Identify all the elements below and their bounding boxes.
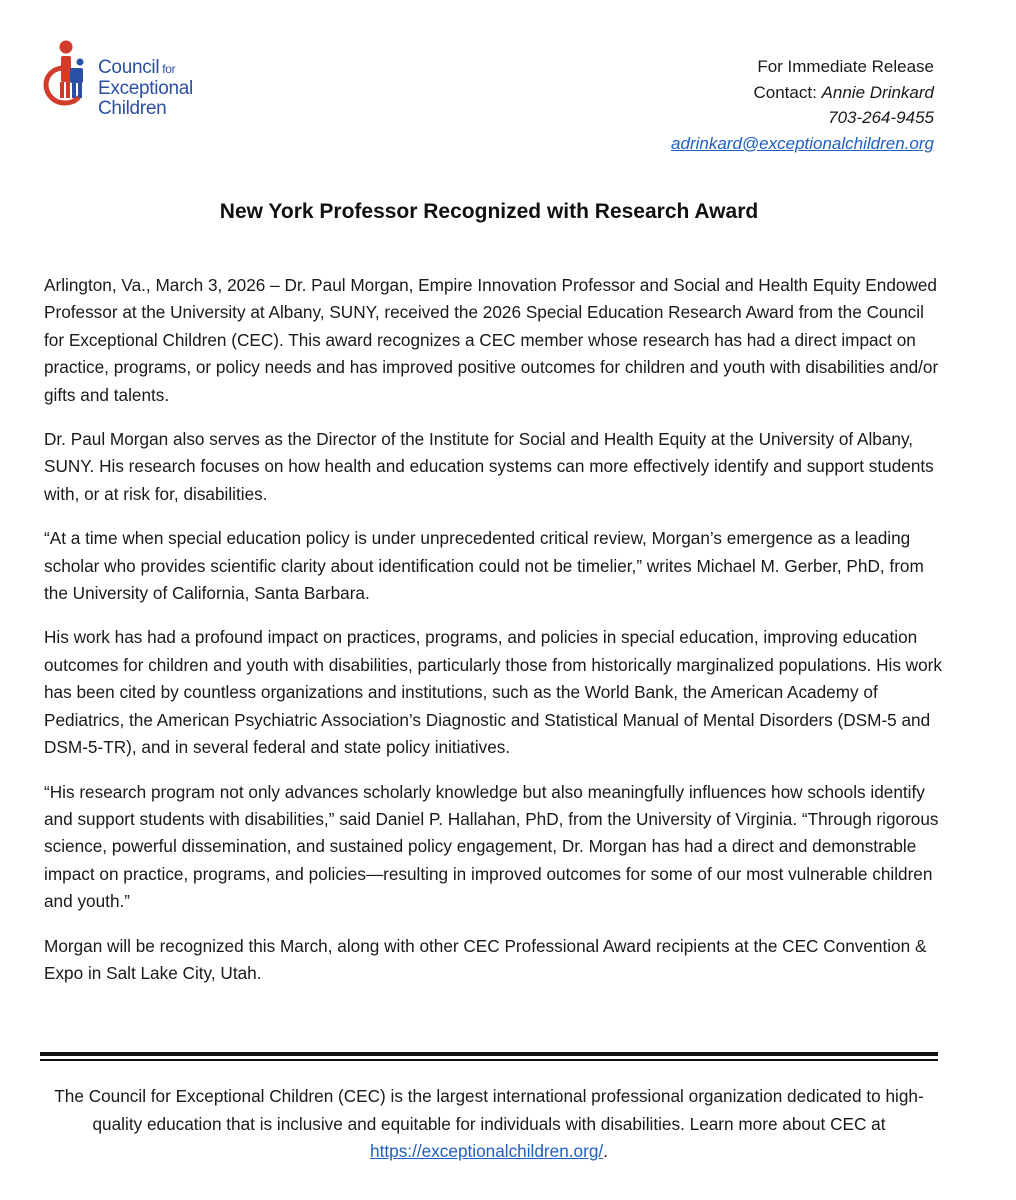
contact-line: Contact: Annie Drinkard [753, 82, 934, 102]
paragraph: “At a time when special education policy is under unprecedented critical review, Morgan’s emergence as a leading scholar who provides scientific clarity about identification could not be timelier,” writes Michael M. Gerber, PhD, from the University of California, Santa Barbara. [44, 528, 924, 604]
contact-phone: 703-264-9455 [828, 108, 934, 127]
cec-website-link[interactable]: https://exceptionalchildren.org/ [370, 1141, 604, 1162]
paragraph: His work has had a profound impact on practices, programs, and policies in special education, improving education outcomes for children and youth with disabilities, particularly those from historically marginalized populations. His work has been cited by countless organizations and institutions, such as the World Bank, the American Academy of Pediatrics, the American Psychiatric Association’s Diagnostic and Statistical Manual of Mental Disorders (DSM-5 and DSM-5-TR), and in several federal and state policy initiatives. [44, 627, 942, 758]
paragraph: Morgan will be recognized this March, along with other CEC Professional Award recipients at the CEC Convention & Expo in Salt Lake City, Utah. [44, 935, 927, 983]
contact-block [671, 54, 934, 156]
contact-email-link[interactable]: adrinkard@exceptionalchildren.org [671, 133, 934, 153]
paragraph: Arlington, Va., March 3, 2026 – Dr. Paul Morgan, Empire Innovation Professor and Social and Health Equity Endowed Professor at the University at Albany, SUNY, received the 2026 Special Education Research Award from the Council for Exceptional Children (CEC). This award recognizes a CEC member whose research has had a direct impact on practice, programs, or policy needs and has improved positive outcomes for children and youth with disabilities and/or gifts and talents. [44, 275, 939, 405]
footer-divider [40, 1052, 938, 1061]
page-title: New York Professor Recognized with Research Award [219, 200, 759, 223]
release-label: For Immediate Release [757, 57, 934, 76]
cec-figure-icon [40, 38, 100, 128]
cec-logo [40, 38, 240, 128]
logo-wordmark: Council for Exceptional Children [98, 57, 193, 119]
paragraph: “His research program not only advances scholarly knowledge but also meaningfully influences how schools identify and support students with disabilities,” said Daniel P. Hallahan, PhD, from the University of Virginia. “Through rigorous science, powerful dissemination, and sustained policy engagement, Dr. Morgan has had a direct and demonstrable impact on practice, programs, and policies—resulting in improved outcomes for some of our most vulnerable children and youth.” [44, 781, 939, 912]
footer-about: The Council for Exceptional Children (CEC) is the largest international professional organization dedicated to high-quality education that is inclusive and equitable for individuals with disabilities. Learn more about CEC at https://exceptionalchildren.org/. [54, 1086, 924, 1162]
contact-name: Annie Drinkard [821, 82, 934, 102]
article-body [44, 272, 944, 1004]
paragraph: Dr. Paul Morgan also serves as the Director of the Institute for Social and Health Equity at the University of Albany, SUNY. His research focuses on how health and education systems can more effectively identify and support students with, or at risk for, disabilities. [44, 429, 934, 504]
